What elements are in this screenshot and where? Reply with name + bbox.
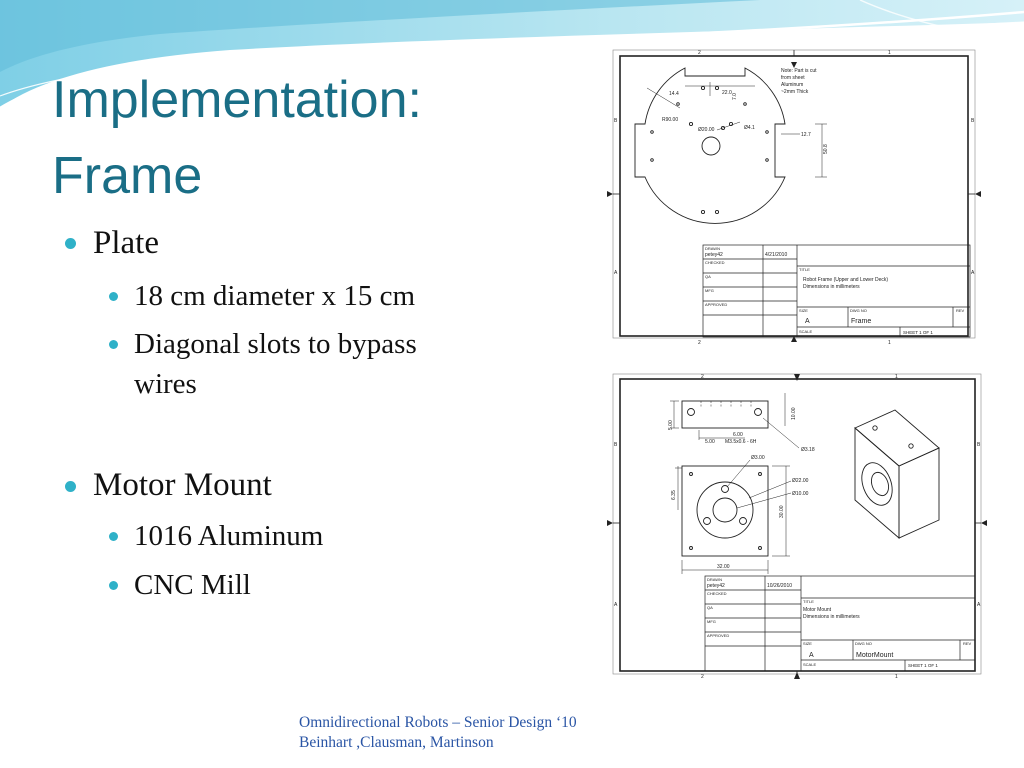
- zone-label-2: 2: [701, 374, 704, 380]
- footer-line-1: Omnidirectional Robots – Senior Design ‘10: [299, 714, 577, 731]
- tb-title-line1: Motor Mount: [803, 607, 832, 613]
- bullet-dot-icon: [109, 340, 118, 349]
- note-line-4: ~2mm Thick: [781, 89, 809, 95]
- zone-label-a: A: [614, 270, 618, 276]
- bullet-dot-icon: [109, 581, 118, 590]
- zone-label-1-bottom: 1: [895, 674, 898, 680]
- tb-size-value: A: [809, 652, 814, 659]
- tb-dwgno-label: DWG NO: [855, 641, 872, 646]
- zone-label-1: 1: [888, 50, 891, 56]
- frame-drawing: [605, 42, 983, 347]
- frame-drawing-svg: [605, 42, 983, 347]
- motor-mount-drawing: [605, 368, 989, 683]
- bullet-plate: Plate: [93, 225, 159, 261]
- dim-6-00: 6.00: [733, 432, 743, 438]
- zone-label-2: 2: [698, 50, 701, 56]
- tb-qa-label: QA: [705, 274, 711, 279]
- bullet-dot-icon: [109, 292, 118, 301]
- dim-d22: Ø22.00: [792, 478, 809, 484]
- zone-label-b-right: B: [971, 118, 975, 124]
- tb-title-label: TITLE: [803, 599, 814, 604]
- note-line-3: Aluminum: [781, 82, 804, 88]
- dim-d3-00: Ø3.00: [751, 455, 765, 461]
- tb-rev-label: REV: [963, 641, 972, 646]
- dim-d4-1: Ø4.1: [744, 125, 755, 131]
- tb-author: petey42: [705, 252, 723, 258]
- tb-date: 4/21/2010: [765, 252, 788, 258]
- sub-bullet-slots-cont: wires: [134, 368, 197, 400]
- zone-label-2-bottom: 2: [701, 674, 704, 680]
- tb-dwgno-label: DWG NO: [850, 308, 867, 313]
- note-line-1: Note: Part is cut: [781, 68, 817, 74]
- dim-50-8: 50.8: [823, 144, 829, 154]
- bullet-motor-mount: Motor Mount: [93, 467, 272, 503]
- zone-label-2-bottom: 2: [698, 340, 701, 346]
- tb-mfg-label: MFG: [707, 619, 716, 624]
- tb-qa-label: QA: [707, 605, 713, 610]
- slide-title-line2: Frame: [52, 147, 203, 205]
- dim-12-7: 12.7: [801, 132, 811, 138]
- bullet-dot-icon: [65, 481, 76, 492]
- note-line-2: from sheet: [781, 75, 805, 81]
- dim-14-4: 14.4: [669, 91, 679, 97]
- slide-footer: [299, 713, 577, 753]
- footer-line-2: Beinhart ,Clausman, Martinson: [299, 734, 494, 751]
- dim-5-00-vertical: 5.00: [668, 420, 674, 430]
- tb-rev-label: REV: [956, 308, 965, 313]
- zone-label-b: B: [614, 442, 618, 448]
- tb-size-label: SIZE: [799, 308, 808, 313]
- bullet-dot-icon: [65, 238, 76, 249]
- dim-r90: R90.00: [662, 117, 679, 123]
- tb-date: 10/26/2010: [767, 583, 793, 589]
- sub-bullet-diameter: 18 cm diameter x 15 cm: [134, 280, 416, 312]
- dim-d10: Ø10.00: [792, 491, 809, 497]
- dim-5-00: 5.00: [705, 439, 715, 445]
- dim-10-00: 10.00: [791, 407, 797, 420]
- tb-title-line2: Dimensions in millimeters: [803, 614, 860, 620]
- dim-7-0: 7.0: [732, 93, 738, 100]
- zone-label-b-right: B: [977, 442, 981, 448]
- zone-label-b: B: [614, 118, 618, 124]
- tb-drawn-label: DRAWN: [707, 577, 722, 582]
- tb-title-label: TITLE: [799, 267, 810, 272]
- tb-dwgno-value: Frame: [851, 318, 872, 325]
- tb-sheet-label: SHEET 1 OF 1: [903, 330, 933, 335]
- tb-approved-label: APPROVED: [705, 302, 728, 307]
- dim-30-00: 30.00: [779, 505, 785, 518]
- dim-6-35: 6.35: [671, 490, 677, 500]
- slide-title: [52, 62, 422, 214]
- sub-bullet-slots: Diagonal slots to bypass: [134, 328, 417, 360]
- tb-size-value: A: [805, 318, 810, 325]
- tb-author: petey42: [707, 583, 725, 589]
- dim-thread: M3.5x0.6 - 6H: [725, 439, 757, 445]
- zone-label-a: A: [614, 602, 618, 608]
- dim-d20: Ø20.00: [698, 127, 715, 133]
- zone-label-a-right: A: [971, 270, 975, 276]
- zone-label-a-right: A: [977, 602, 981, 608]
- tb-drawn-label: DRAWN: [705, 246, 720, 251]
- dim-22-0: 22.0: [722, 90, 732, 96]
- tb-title-line2: Dimensions in millimeters: [803, 284, 860, 290]
- tb-dwgno-value: MotorMount: [856, 652, 894, 659]
- tb-checked-label: CHECKED: [707, 591, 727, 596]
- tb-checked-label: CHECKED: [705, 260, 725, 265]
- zone-label-1-bottom: 1: [888, 340, 891, 346]
- tb-size-label: SIZE: [803, 641, 812, 646]
- tb-scale-label: SCALE: [799, 329, 813, 334]
- tb-title-line1: Robot Frame (Upper and Lower Deck): [803, 277, 889, 283]
- sub-bullet-cnc: CNC Mill: [134, 569, 251, 601]
- dim-d3-18: Ø3.18: [801, 447, 815, 453]
- slide-title-line1: Implementation:: [52, 71, 422, 129]
- tb-scale-label: SCALE: [803, 662, 817, 667]
- zone-label-1: 1: [895, 374, 898, 380]
- tb-sheet-label: SHEET 1 OF 1: [908, 663, 938, 668]
- bullet-dot-icon: [109, 532, 118, 541]
- tb-mfg-label: MFG: [705, 288, 714, 293]
- dim-32-00: 32.00: [717, 564, 730, 570]
- sub-bullet-aluminum: 1016 Aluminum: [134, 520, 324, 552]
- tb-approved-label: APPROVED: [707, 633, 730, 638]
- motor-mount-drawing-svg: [605, 368, 989, 683]
